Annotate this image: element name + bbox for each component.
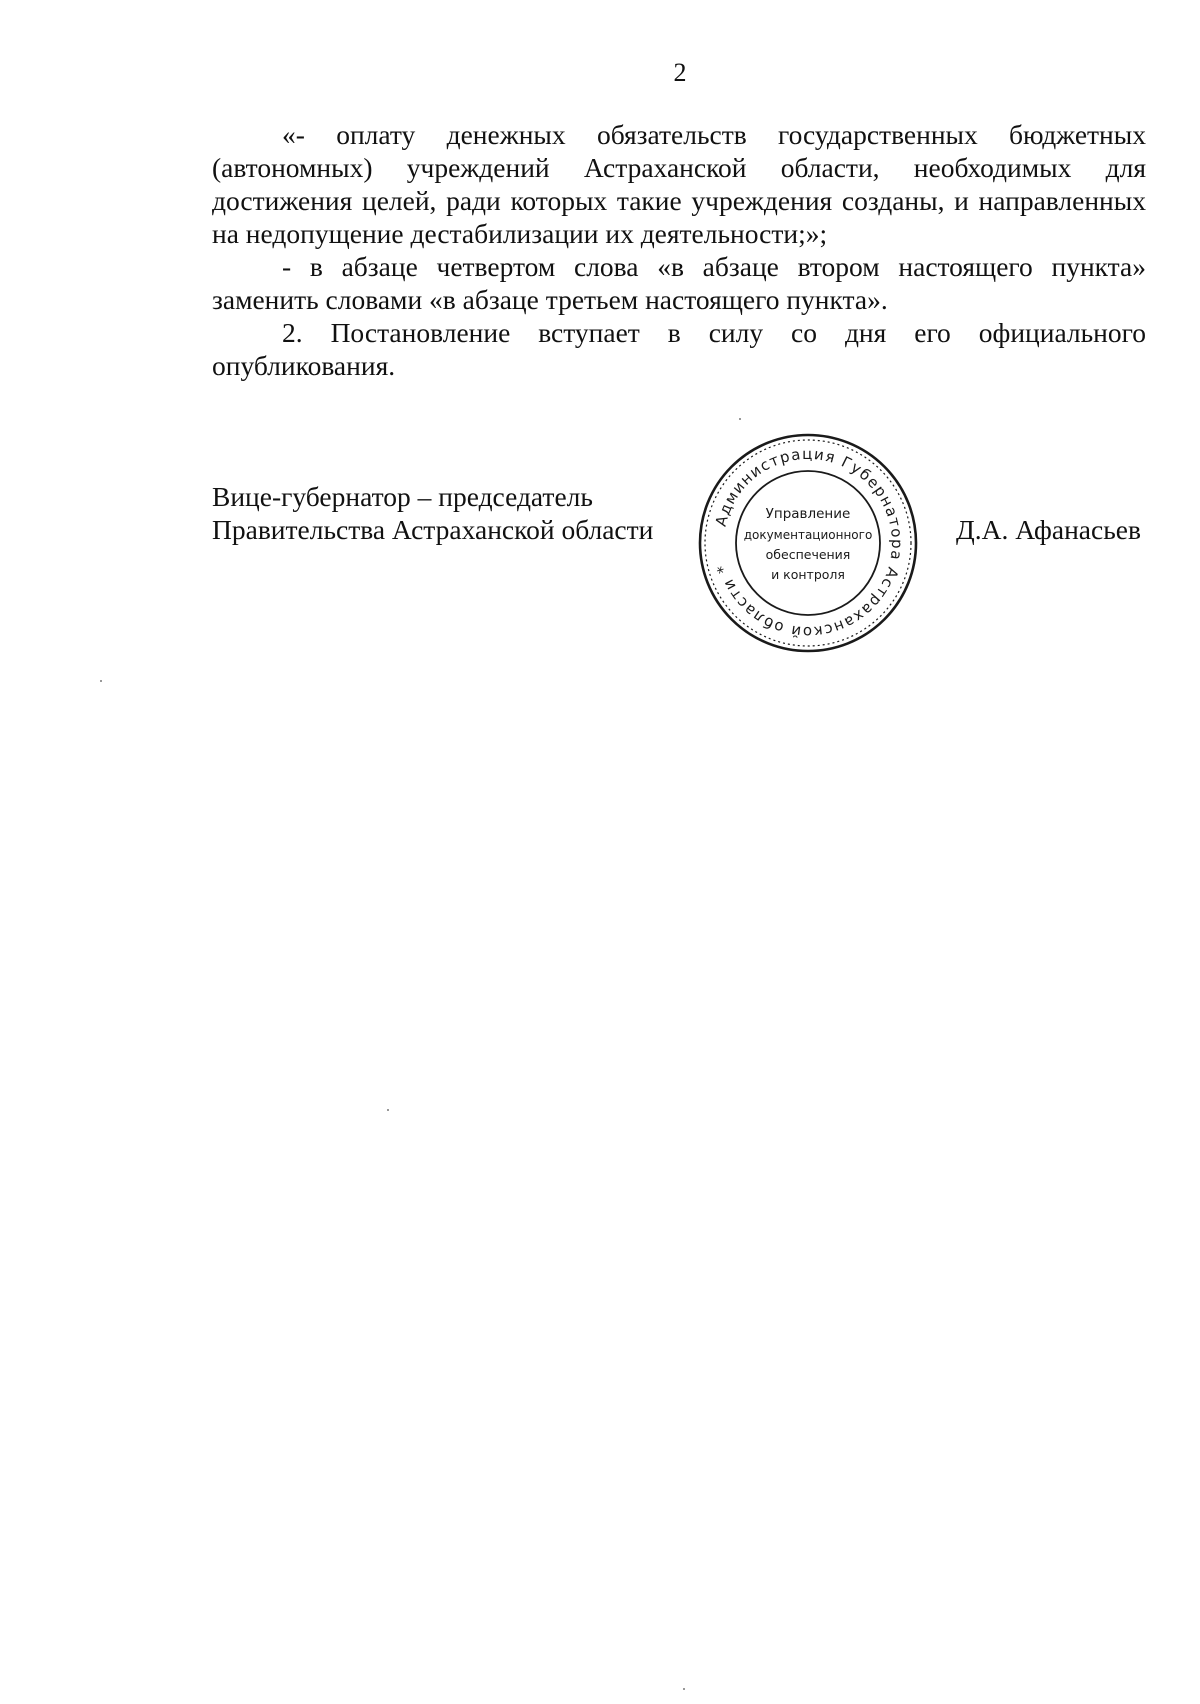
seal-ring-text: Администрация Губернатора Астраханской области * <box>711 444 907 642</box>
seal-inner-ring <box>736 471 880 615</box>
signatory-position <box>212 480 653 546</box>
scan-speck <box>683 1688 685 1690</box>
page-number: 2 <box>673 58 687 87</box>
scan-speck <box>100 680 102 682</box>
official-seal <box>696 431 920 655</box>
signatory-name: Д.А. Афанасьев <box>956 514 1141 545</box>
paragraph-payment-obligations: «- оплату денежных обязательств государственных бюджетных (автономных) учреждений Астраханской области, необходимых для достижения целей, ради которых такие учреждения созданы, и направленных на недопущение дестабилизации их деятельности;»; <box>212 119 1146 249</box>
scan-speck <box>739 418 741 420</box>
paragraph-fourth-clause-amendment: - в абзаце четвертом слова «в абзаце втором настоящего пункта» заменить словами «в абзаце третьем настоящего пункта». <box>212 251 1146 315</box>
seal-center-line-4: и контроля <box>771 567 845 582</box>
signatory-position-line-2: Правительства Астраханской области <box>212 514 654 545</box>
paragraph-entry-into-force: 2. Постановление вступает в силу со дня его официального опубликования. <box>212 317 1146 381</box>
seal-center-line-1: Управление <box>765 506 851 522</box>
seal-outer-ring <box>700 435 916 651</box>
seal-center-line-2: документационного <box>743 528 873 542</box>
document-body <box>212 118 1146 382</box>
scan-speck <box>387 1109 389 1111</box>
signatory-position-line-1: Вице-губернатор – председатель <box>212 481 593 512</box>
seal-center-line-3: обеспечения <box>765 547 851 562</box>
seal-graphic <box>696 431 920 655</box>
